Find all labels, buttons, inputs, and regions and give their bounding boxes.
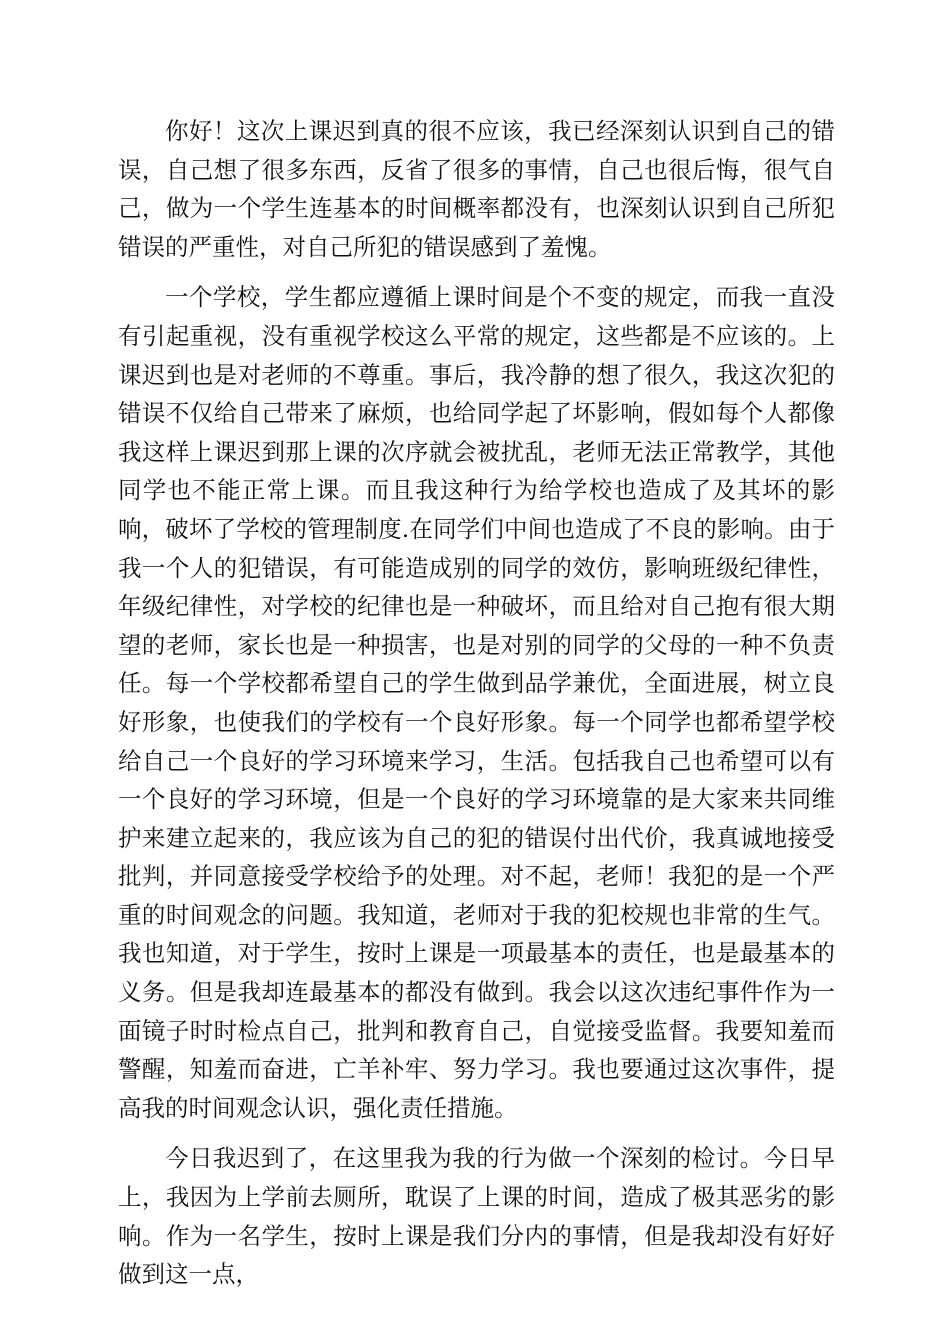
paragraph-1: 你好！这次上课迟到真的很不应该，我已经深刻认识到自己的错误，自己想了很多东西，反省了很多的事情，自己也很后悔，很气自己，做为一个学生连基本的时间概率都没有，也深刻认识到自己所犯错误的严重性，对自己所犯的错误感到了羞愧。 <box>118 117 835 261</box>
paragraph-3: 今日我迟到了，在这里我为我的行为做一个深刻的检讨。今日早上，我因为上学前去厕所，耽误了上课的时间，造成了极其恶劣的影响。作为一名学生，按时上课是我们分内的事情，但是我却没有好好做到这一点， <box>118 1144 835 1289</box>
document-body <box>118 112 835 1294</box>
paragraph-2: 一个学校，学生都应遵循上课时间是个不变的规定，而我一直没有引起重视，没有重视学校这么平常的规定，这些都是不应该的。上课迟到也是对老师的不尊重。事后，我冷静的想了很久，我这次犯的错误不仅给自己带来了麻烦，也给同学起了坏影响，假如每个人都像我这样上课迟到那上课的次序就会被扰乱，老师无法正常教学，其他同学也不能正常上课。而且我这种行为给学校也造成了及其坏的影响，破坏了学校的管理制度.在同学们中间也造成了不良的影响。由于我一个人的犯错误，有可能造成别的同学的效仿，影响班级纪律性，年级纪律性，对学校的纪律也是一种破坏，而且给对自己抱有很大期望的老师，家长也是一种损害，也是对别的同学的父母的一种不负责任。每一个学校都希望自己的学生做到品学兼优，全面进展，树立良好形象，也使我们的学校有一个良好形象。每一个同学也都希望学校给自己一个良好的学习环境来学习，生活。包括我自己也希望可以有一个良好的学习环境，但是一个良好的学习环境靠的是大家来共同维护来建立起来的，我应该为自己的犯的错误付出代价，我真诚地接受批判，并同意接受学校给予的处理。对不起，老师！我犯的是一个严重的时间观念的问题。我知道，老师对于我的犯校规也非常的生气。我也知道，对于学生，按时上课是一项最基本的责任，也是最基本的义务。但是我却连最基本的都没有做到。我会以这次违纪事件作为一面镜子时时检点自己，批判和教育自己，自觉接受监督。我要知羞而警醒，知羞而奋进，亡羊补牢、努力学习。我也要通过这次事件，提高我的时间观念认识，强化责任措施。 <box>118 283 835 1122</box>
